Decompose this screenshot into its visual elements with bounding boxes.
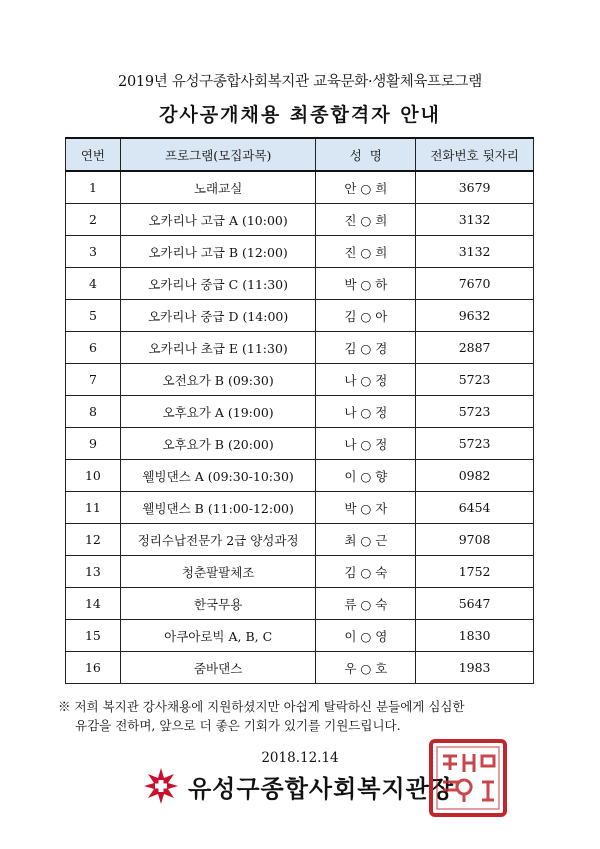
table-row — [66, 300, 534, 332]
cell-number: 1 — [66, 171, 121, 204]
table-row — [66, 524, 534, 556]
cell-program: 아쿠아로빅 A, B, C — [120, 620, 316, 652]
cell-number: 4 — [66, 268, 121, 300]
table-row — [66, 332, 534, 364]
table-row — [66, 652, 534, 684]
cell-program: 노래교실 — [120, 171, 316, 204]
document-subtitle: 2019년 유성구종합사회복지관 교육문화·생활체육프로그램 — [118, 74, 482, 90]
cell-phone: 1830 — [416, 620, 534, 652]
cell-number: 6 — [66, 332, 121, 364]
cell-name: 이 ○ 향 — [316, 460, 416, 492]
cell-program: 청춘팔팔체조 — [120, 556, 316, 588]
table-row — [66, 236, 534, 268]
table-header-row — [66, 138, 534, 171]
cell-name: 이 ○ 영 — [316, 620, 416, 652]
table-row — [66, 428, 534, 460]
cell-number: 2 — [66, 204, 121, 236]
official-red-seal-icon — [428, 738, 508, 818]
cell-number: 14 — [66, 588, 121, 620]
results-table — [65, 137, 534, 684]
notice-line-2: 유감을 전하며, 앞으로 더 좋은 기회가 있기를 기원드립니다. — [75, 718, 401, 733]
cell-name: 최 ○ 근 — [316, 524, 416, 556]
cell-phone: 1983 — [416, 652, 534, 684]
table-row — [66, 204, 534, 236]
column-header-program: 프로그램(모집과목) — [120, 138, 316, 171]
column-header-phone: 전화번호 뒷자리 — [416, 138, 534, 171]
table-row — [66, 620, 534, 652]
cell-number: 12 — [66, 524, 121, 556]
cell-program: 오전요가 B (09:30) — [120, 364, 316, 396]
cell-number: 13 — [66, 556, 121, 588]
cell-name: 나 ○ 정 — [316, 428, 416, 460]
cell-number: 9 — [66, 428, 121, 460]
cell-phone: 6454 — [416, 492, 534, 524]
table-row — [66, 588, 534, 620]
table-row — [66, 492, 534, 524]
table-body — [66, 171, 534, 684]
cell-name: 우 ○ 호 — [316, 652, 416, 684]
cell-program: 오카리나 고급 B (12:00) — [120, 236, 316, 268]
cell-program: 웰빙댄스 B (11:00-12:00) — [120, 492, 316, 524]
cell-program: 줌바댄스 — [120, 652, 316, 684]
cell-program: 웰빙댄스 A (09:30-10:30) — [120, 460, 316, 492]
cell-phone: 1752 — [416, 556, 534, 588]
cell-name: 박 ○ 자 — [316, 492, 416, 524]
cell-number: 7 — [66, 364, 121, 396]
issue-date: 2018.12.14 — [261, 750, 339, 766]
cell-phone: 5723 — [416, 428, 534, 460]
cell-phone: 3679 — [416, 171, 534, 204]
cell-name: 박 ○ 하 — [316, 268, 416, 300]
cell-phone: 5723 — [416, 396, 534, 428]
cell-program: 오후요가 A (19:00) — [120, 396, 316, 428]
table-row — [66, 556, 534, 588]
cell-name: 김 ○ 경 — [316, 332, 416, 364]
table-row — [66, 396, 534, 428]
organization-name: 유성구종합사회복지관장 — [188, 774, 455, 803]
cell-number: 10 — [66, 460, 121, 492]
cell-phone: 3132 — [416, 236, 534, 268]
cell-program: 정리수납전문가 2급 양성과정 — [120, 524, 316, 556]
cell-number: 3 — [66, 236, 121, 268]
document-title: 강사공개채용 최종합격자 안내 — [159, 104, 441, 126]
column-header-name: 성 명 — [316, 138, 416, 171]
cell-number: 16 — [66, 652, 121, 684]
cell-name: 나 ○ 정 — [316, 364, 416, 396]
cell-program: 오카리나 초급 E (11:30) — [120, 332, 316, 364]
cell-program: 오카리나 중급 C (11:30) — [120, 268, 316, 300]
cell-number: 8 — [66, 396, 121, 428]
table-row — [66, 171, 534, 204]
cell-program: 오카리나 중급 D (14:00) — [120, 300, 316, 332]
cell-phone: 9632 — [416, 300, 534, 332]
cell-phone: 0982 — [416, 460, 534, 492]
cell-number: 11 — [66, 492, 121, 524]
cell-program: 한국무용 — [120, 588, 316, 620]
cell-name: 안 ○ 희 — [316, 171, 416, 204]
notice-line-1: ※ 저희 복지관 강사채용에 지원하셨지만 아쉽게 탈락하신 분들에게 심심한 — [58, 699, 465, 714]
cell-name: 진 ○ 희 — [316, 236, 416, 268]
cell-number: 15 — [66, 620, 121, 652]
cell-phone: 5647 — [416, 588, 534, 620]
cell-name: 김 ○ 숙 — [316, 556, 416, 588]
cell-name: 진 ○ 희 — [316, 204, 416, 236]
cell-phone: 2887 — [416, 332, 534, 364]
cell-phone: 7670 — [416, 268, 534, 300]
cell-name: 김 ○ 아 — [316, 300, 416, 332]
column-header-number: 연번 — [66, 138, 121, 171]
table-row — [66, 460, 534, 492]
notice-text — [58, 697, 548, 735]
cell-phone: 9708 — [416, 524, 534, 556]
footer-signature — [140, 766, 454, 806]
table-row — [66, 268, 534, 300]
cell-number: 5 — [66, 300, 121, 332]
cell-program: 오후요가 B (20:00) — [120, 428, 316, 460]
cell-name: 나 ○ 정 — [316, 396, 416, 428]
cell-name: 류 ○ 숙 — [316, 588, 416, 620]
caritas-flame-cross-icon — [140, 766, 182, 806]
cell-phone: 3132 — [416, 204, 534, 236]
cell-program: 오카리나 고급 A (10:00) — [120, 204, 316, 236]
table-row — [66, 364, 534, 396]
cell-phone: 5723 — [416, 364, 534, 396]
